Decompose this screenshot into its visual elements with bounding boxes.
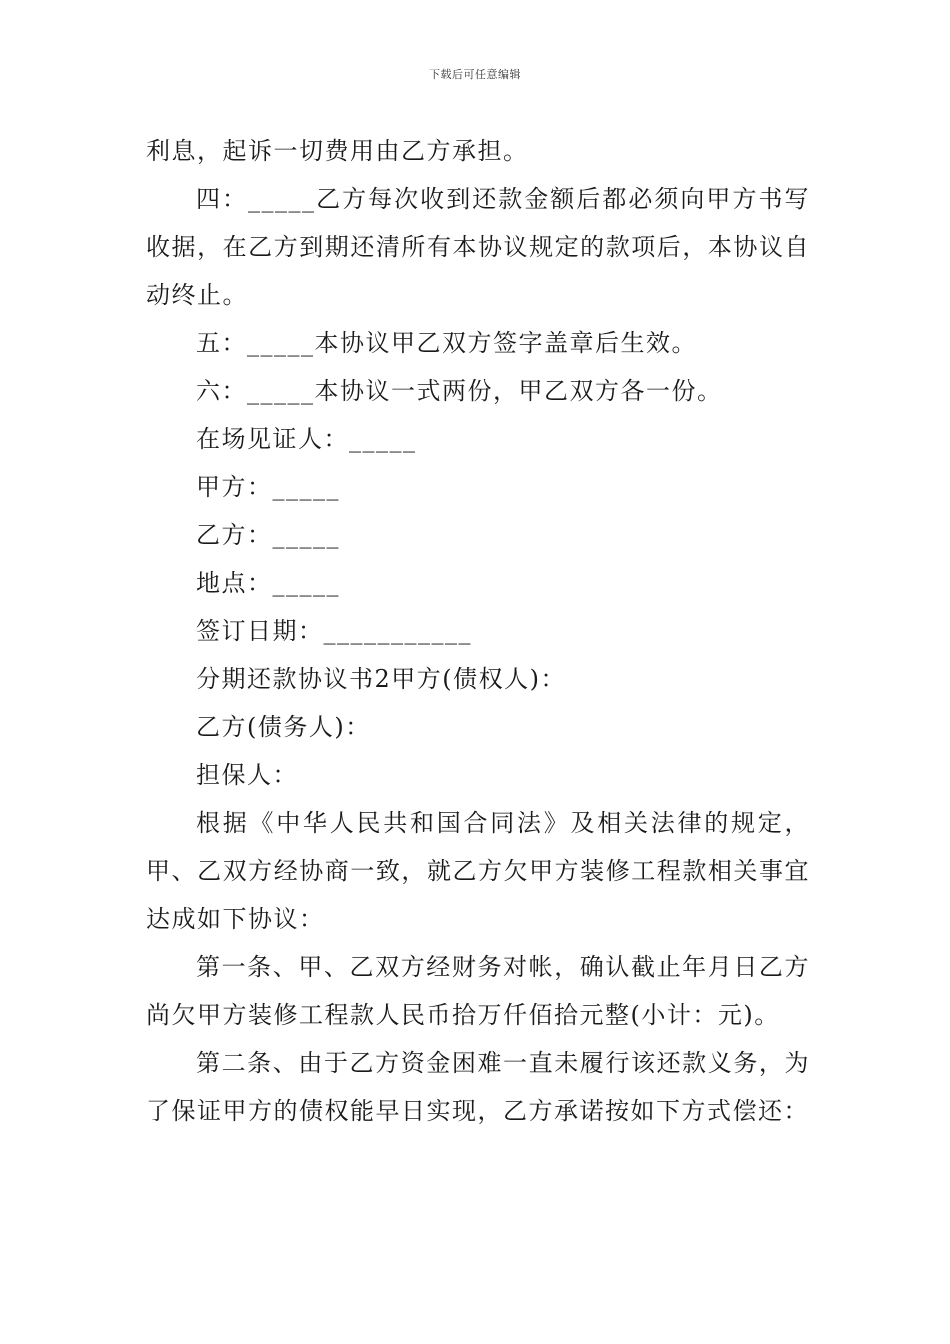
- agreement-two-creditor-line: 分期还款协议书2甲方(债权人)：: [196, 665, 566, 693]
- paragraph-clause-five: 五：_____本协议甲乙双方签字盖章后生效。: [196, 329, 697, 357]
- paragraph-article-one: 第一条、甲、乙双方经财务对帐，确认截止年月日乙方尚欠甲方装修工程款人民币拾万仟佰拾元整(小计：元)。: [146, 953, 810, 1029]
- debtor-line: 乙方(债务人)：: [196, 713, 371, 741]
- party-b-line: 乙方：_____: [196, 521, 340, 549]
- paragraph-clause-six: 六：_____本协议一式两份，甲乙双方各一份。: [196, 377, 723, 405]
- page-header-note: 下载后可任意编辑: [429, 68, 521, 81]
- paragraph-clause-four: 四：_____乙方每次收到还款金额后都必须向甲方书写收据，在乙方到期还清所有本协议规定的款项后，本协议自动终止。: [146, 185, 810, 309]
- paragraph-legal-basis: 根据《中华人民共和国合同法》及相关法律的规定，甲、乙双方经协商一致，就乙方欠甲方装修工程款相关事宜达成如下协议：: [146, 809, 810, 933]
- witness-line: 在场见证人：_____: [196, 425, 417, 453]
- paragraph-interest-costs: 利息，起诉一切费用由乙方承担。: [146, 137, 529, 165]
- signing-date-line: 签订日期：___________: [196, 617, 472, 645]
- location-line: 地点：_____: [196, 569, 340, 597]
- paragraph-article-two: 第二条、由于乙方资金困难一直未履行该还款义务，为了保证甲方的债权能早日实现，乙方承诺按如下方式偿还：: [146, 1049, 810, 1125]
- document-body: [146, 127, 810, 1135]
- guarantor-line: 担保人：: [196, 761, 298, 789]
- party-a-line: 甲方：_____: [196, 473, 340, 501]
